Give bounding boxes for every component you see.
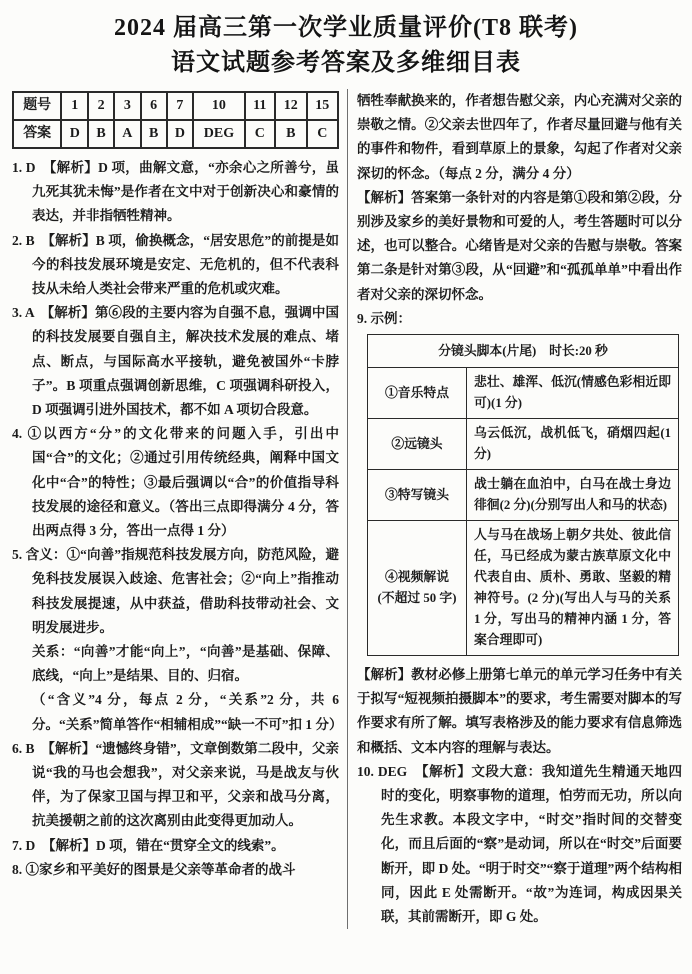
explanation-item-10: 10. DEG 【解析】文段大意：我知道先生精通天地四时的变化，明察事物的道理，怕劳而无功，所以向先生求教。本段文字中，“时交”指时间的交替变化，而且后面的“察”是动词，所以在“时交”后面要断开，即 D 处。“明于时交”“察于道理”两个结构相同，因此 E 处需断开。“故”为连词，构成因果关联，其前需断开，即 G 处。 <box>357 763 682 925</box>
storyboard-header-row <box>368 335 679 368</box>
answer-key-table <box>12 91 339 149</box>
page-title-line2: 语文试题参考答案及多维细目表 <box>171 50 521 76</box>
storyboard-row-narration <box>368 521 679 656</box>
answer-key-answer-row <box>13 120 338 148</box>
answer-cell: D <box>167 120 194 148</box>
question-number-cell: 7 <box>167 92 194 120</box>
page-title-line1: 2024 届高三第一次学业质量评价(T8 联考) <box>114 15 578 41</box>
explanation-item-5-relation: 关系：“向善”才能“向上”，“向善”是基础、保障、底线，“向上”是结果、目的、归宿。 <box>32 644 339 684</box>
explanation-item-7: 7. D 【解析】D 项，错在“贯穿全文的线索”。 <box>12 837 285 853</box>
answer-key-row-label: 题号 <box>13 92 61 120</box>
storyboard-row-music <box>368 368 679 419</box>
storyboard-row-content: 人与马在战场上朝夕共处、彼此信任，马已经成为蒙古族草原文化中代表自由、质朴、勇敢、坚毅的精神符号。(2 分)(写出人与马的关系 1 分，写出马的精神内涵 1 分，答案合理即可) <box>467 521 679 656</box>
explanation-item-5: 5. 含义：①“向善”指规范科技发展方向，防范风险，避免科技发展误入歧途、危害社会；②“向上”指推动科技发展提速，从中获益，借助科技带动社会、文明发展进步。 <box>12 547 339 635</box>
question-number-cell: 10 <box>193 92 244 120</box>
page-title <box>0 0 692 81</box>
answer-cell: B <box>141 120 167 148</box>
explanation-item-8-continued: 牺牲奉献换来的，作者想告慰父亲，内心充满对父亲的崇敬之情。②父亲去世四年了，作者尽量回避与他有关的事件和物件，看到草原上的景象，勾起了作者对父亲深切的怀念。（每点 2 分，满分 4 分） <box>357 93 682 181</box>
explanation-item-1: 1. D 【解析】D 项，曲解文意，“亦余心之所善兮，虽九死其犹未悔”是作者在文中对于创新决心和豪情的表达，并非指牺牲精神。 <box>12 160 339 224</box>
explanation-item-8-analysis: 【解析】答案第一条针对的内容是第①段和第②段，分别涉及家乡的美好景物和可爱的人，考生答题时可以分述，也可以整合。心绪皆是对父亲的告慰与崇敬。答案第二条是针对第③段，从“回避”和“孤孤单单”中看出作者对父亲的深切怀念。 <box>357 189 682 302</box>
left-column <box>12 89 347 929</box>
storyboard-row-content: 悲壮、雄浑、低沉(情感色彩相近即可)(1 分) <box>467 368 679 419</box>
explanation-item-9-label: 9. 示例： <box>357 310 411 326</box>
explanation-item-2: 2. B 【解析】B 项，偷换概念，“居安思危”的前提是如今的科技发展环境是安定、无危机的，但不代表科技从未给人类社会带来严重的危机或灾难。 <box>12 232 339 297</box>
answer-cell: DEG <box>193 120 244 148</box>
storyboard-row-closeup <box>368 470 679 521</box>
explanation-item-4: 4. ①以西方“分”的文化带来的问题入手，引出中国“合”的文化；②通过引用传统经典，阐释中国文化中“合”的特性；③最后强调以“合”的价值指导科技发展的途径和意义。（答出三点即得满分 4 分，答出两点得 3 分，答出一点得 1 分） <box>12 426 339 539</box>
storyboard-row-longshot <box>368 419 679 470</box>
answer-cell: B <box>88 120 114 148</box>
two-column-layout <box>0 89 692 929</box>
storyboard-row-label: ③特写镜头 <box>368 470 467 521</box>
explanation-item-3: 3. A 【解析】第⑥段的主要内容为自强不息，强调中国的科技发展要自强自主，解决技术发展的难点、堵点、断点，与国际高水平接轨，避免被国外“卡脖子”。B 项重点强调创新思维，C 项强调科研投入，D 项强调引进外国技术，都不如 A 项切合段意。 <box>12 305 339 418</box>
explanation-item-8-start: 8. ①家乡和平美好的图景是父亲等革命者的战斗 <box>12 861 296 877</box>
explanation-item-6: 6. B 【解析】“遗憾终身错”，文章倒数第二段中，父亲说“我的马也会想我”，对父亲来说，马是战友与伙伴，为了保家卫国与捍卫和平，父亲和战马分离，抗美援朝之前的这次离别由此变得更加动人。 <box>12 740 339 829</box>
question-number-cell: 1 <box>61 92 88 120</box>
answer-key-row-label: 答案 <box>13 120 61 148</box>
explanation-item-5-scoring: （“含义”4 分，每点 2 分，“关系”2 分，共 6 分。“关系”简单答作“相辅相成”“缺一不可”扣 1 分） <box>32 692 343 732</box>
question-number-cell: 2 <box>88 92 114 120</box>
question-number-cell: 3 <box>114 92 141 120</box>
storyboard-row-label: ②远镜头 <box>368 419 467 470</box>
answer-cell: A <box>114 120 141 148</box>
answer-key-number-row <box>13 92 338 120</box>
answer-cell: D <box>61 120 88 148</box>
answer-cell: B <box>275 120 306 148</box>
question-number-cell: 11 <box>245 92 276 120</box>
storyboard-row-label: ④视频解说 (不超过 50 字) <box>368 521 467 656</box>
answer-cell: C <box>307 120 339 148</box>
explanation-item-9-analysis: 【解析】教材必修上册第七单元的单元学习任务中有关于拟写“短视频拍摄脚本”的要求，考生需要对脚本的写作要求有所了解。填写表格涉及的能力要求有信息筛选和概括、文本内容的理解与表达。 <box>357 667 682 755</box>
answer-cell: C <box>245 120 276 148</box>
question-number-cell: 12 <box>275 92 306 120</box>
question-number-cell: 15 <box>307 92 339 120</box>
storyboard-row-content: 战士躺在血泊中，白马在战士身边徘徊(2 分)(分别写出人和马的状态) <box>467 470 679 521</box>
storyboard-table-title: 分镜头脚本(片尾) 时长:20 秒 <box>368 335 679 368</box>
storyboard-table <box>367 334 679 656</box>
storyboard-row-content: 乌云低沉，战机低飞，硝烟四起(1 分) <box>467 419 679 470</box>
right-column <box>347 89 682 929</box>
storyboard-row-label: ①音乐特点 <box>368 368 467 419</box>
question-number-cell: 6 <box>141 92 167 120</box>
